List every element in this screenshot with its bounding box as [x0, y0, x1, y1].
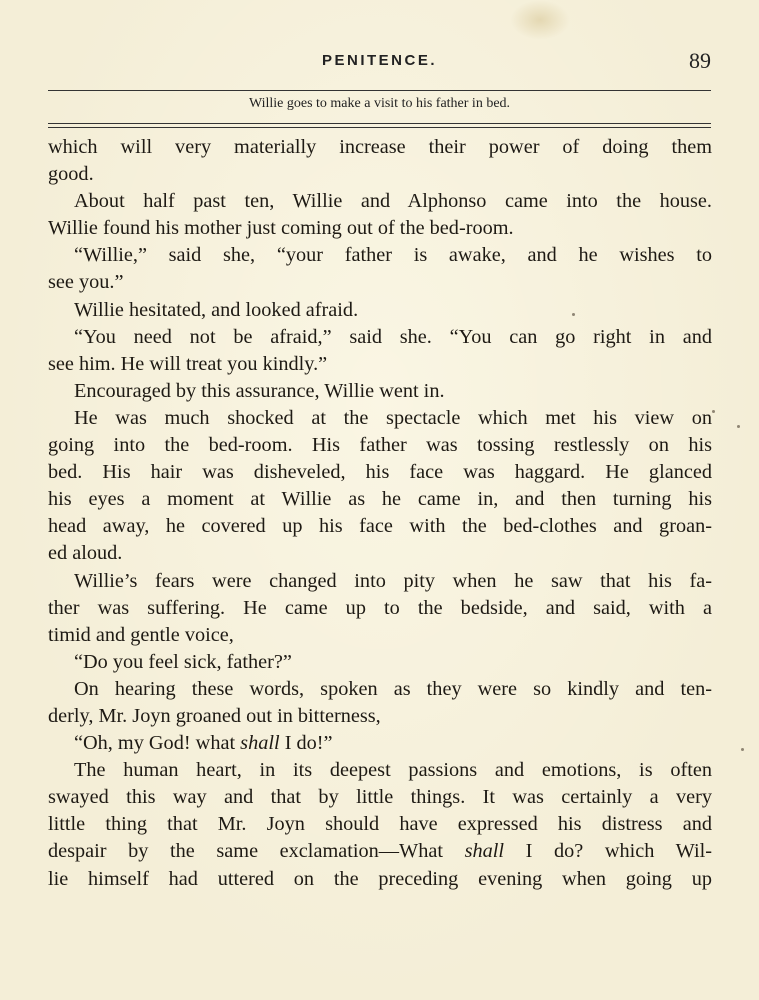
text-line: swayed this way and that by little things. It was certainly a very — [48, 786, 712, 809]
text-line: little thing that Mr. Joyn should have expressed his distress and — [48, 813, 712, 836]
text-line: On hearing these words, spoken as they were so kindly and ten- — [74, 677, 712, 700]
text-line: Encouraged by this assurance, Willie went in. — [74, 379, 445, 402]
text-line: good. — [48, 163, 94, 186]
italic-shall: shall — [240, 732, 280, 755]
paper-speck — [572, 313, 575, 316]
text-line: timid and gentle voice, — [48, 623, 234, 646]
text-line: He was much shocked at the spectacle which met his view on — [74, 406, 712, 429]
text-line: Willie hesitated, and looked afraid. — [74, 298, 359, 321]
text-run: I do? which Wil- — [504, 840, 712, 863]
page-number: 89 — [689, 48, 711, 73]
text-line: going into the bed-room. His father was tossing restlessly on his — [48, 434, 712, 457]
text-line: bed. His hair was disheveled, his face was haggard. He glanced — [48, 461, 712, 484]
body-text — [48, 134, 712, 893]
page-subheading: Willie goes to make a visit to his father in bed. — [248, 96, 511, 111]
text-line: “Willie,” said she, “your father is awake, and he wishes to — [74, 244, 712, 267]
text-line: head away, he covered up his face with the bed-clothes and groan- — [48, 515, 712, 538]
text-line: ed aloud. — [48, 542, 123, 565]
paper-speck — [737, 425, 740, 428]
header-rule — [48, 90, 711, 91]
paper-speck — [741, 748, 744, 751]
text-line: see him. He will treat you kindly.” — [48, 352, 328, 375]
paper-speck — [712, 410, 715, 413]
double-rule — [48, 123, 711, 128]
text-line — [48, 730, 712, 757]
text-line: ther was suffering. He came up to the bedside, and said, with a — [48, 596, 712, 619]
text-run: I do!” — [279, 732, 333, 755]
italic-shall: shall — [464, 840, 505, 863]
text-line: which will very materially increase their power of doing them — [48, 136, 712, 158]
text-line: derly, Mr. Joyn groaned out in bitterness, — [48, 704, 381, 727]
text-line: Willie’s fears were changed into pity when he saw that his fa- — [74, 569, 712, 592]
text-line: The human heart, in its deepest passions and emotions, is often — [74, 759, 712, 782]
paper-stain — [510, 0, 570, 40]
text-line: lie himself had uttered on the preceding evening when going up — [48, 867, 712, 890]
text-line: Willie found his mother just coming out of the bed-room. — [48, 217, 514, 240]
running-title: PENITENCE. — [321, 52, 437, 69]
text-line: About half past ten, Willie and Alphonso came into the house. — [74, 190, 712, 213]
text-line: his eyes a moment at Willie as he came in, and then turning his — [48, 488, 712, 511]
text-line: see you.” — [48, 271, 124, 294]
text-line — [48, 838, 712, 865]
text-line: “You need not be afraid,” said she. “You can go right in and — [74, 325, 712, 348]
text-line: “Do you feel sick, father?” — [74, 650, 292, 673]
text-run: despair by the same exclamation—What — [48, 840, 465, 863]
text-run: “Oh, my God! what — [74, 732, 241, 755]
running-head — [48, 48, 711, 76]
